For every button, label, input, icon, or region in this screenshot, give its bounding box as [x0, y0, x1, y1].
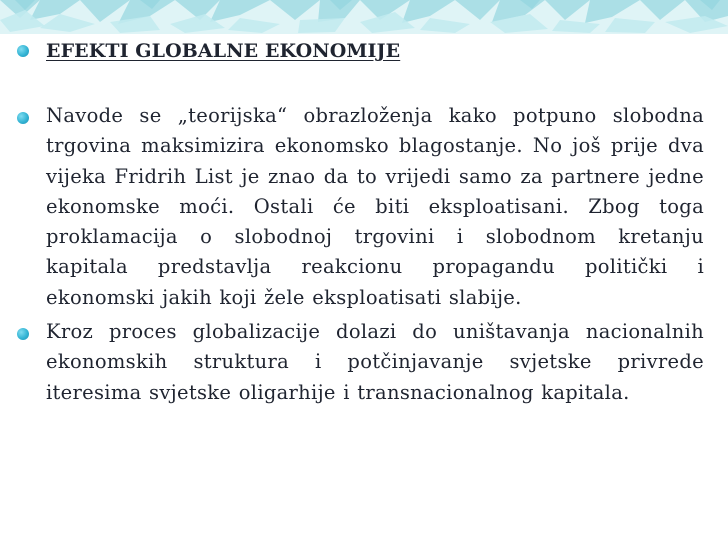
- bullet-item-2: [14, 317, 704, 408]
- bullet-item-1: [14, 101, 704, 313]
- slide-title: EFEKTI GLOBALNE EKONOMIJE: [46, 40, 401, 62]
- slide-content: [14, 35, 704, 408]
- header-decoration-band: [0, 0, 728, 34]
- bullet-text-1: Navode se „teorijska“ obrazloženja kako potpuno slobodna trgovina maksimizira ekonomsko blagostanje. No još prije dva vijeka Fridrih List je znao da to vrijedi samo za partnere jedne ekonomske moći. Ostali će biti eksploatisani. Zbog toga proklamacija o slobodnoj trgovini i slobodnom kretanju kapitala predstavlja reakcionu propagandu politički i ekonomski jakih koji žele eksploatisati slabije.: [46, 104, 704, 309]
- round-bullet-icon: [17, 45, 29, 57]
- bullet-text-2: Kroz proces globalizacije dolazi do uništavanja nacionalnih ekonomskih struktura i potčinjavanje svjetske privrede iteresima svjetske oligarhije i transnacionalnog kapitala.: [46, 320, 704, 404]
- round-bullet-icon: [17, 112, 29, 124]
- title-bullet-item: [14, 35, 704, 67]
- round-bullet-icon: [17, 328, 29, 340]
